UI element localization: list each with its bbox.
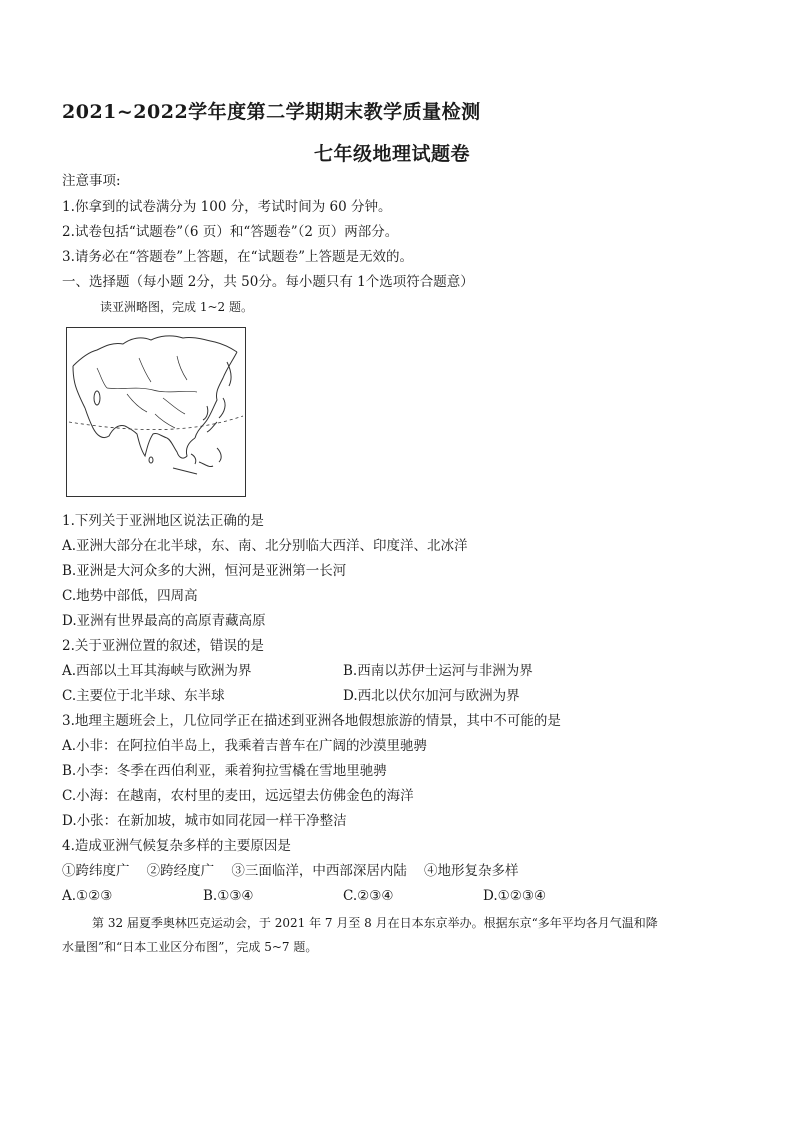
passage-line-2: 水量图”和“日本工业区分布图”，完成 5~7 题。 [62, 940, 318, 954]
note-item-1: 1.你拿到的试卷满分为 100 分，考试时间为 60 分钟。 [62, 199, 392, 215]
note-item-3: 3.请务必在“答题卷”上答题，在“试题卷”上答题是无效的。 [62, 249, 413, 265]
q4-choices: ①跨纬度广 ②跨经度广 ③三面临洋，中西部深居内陆 ④地形复杂多样 [62, 863, 519, 879]
q3-option-b: B.小李：冬季在西伯利亚，乘着狗拉雪橇在雪地里驰骋 [62, 763, 387, 779]
q4-option-a: A.①②③ [62, 888, 113, 904]
q2-option-d: D.西北以伏尔加河与欧洲为界 [343, 688, 520, 704]
q4-option-c: C.②③④ [343, 888, 394, 904]
map-intro: 读亚洲略图，完成 1~2 题。 [100, 300, 253, 314]
q1-stem: 1.下列关于亚洲地区说法正确的是 [62, 513, 264, 529]
q2-stem: 2.关于亚洲位置的叙述，错误的是 [62, 638, 264, 654]
q1-option-c: C.地势中部低，四周高 [62, 588, 198, 604]
note-item-2: 2.试卷包括“试题卷”（6 页）和“答题卷”（2 页）两部分。 [62, 224, 399, 240]
q1-option-d: D.亚洲有世界最高的高原青藏高原 [62, 613, 266, 629]
q3-option-a: A.小非：在阿拉伯半岛上，我乘着吉普车在广阔的沙漠里驰骋 [62, 738, 428, 754]
q4-option-d: D.①②③④ [483, 888, 547, 904]
q2-option-a: A.西部以土耳其海峡与欧洲为界 [62, 663, 252, 679]
q2-option-b: B.西南以苏伊士运河与非洲为界 [343, 663, 533, 679]
q4-option-b: B.①③④ [203, 888, 254, 904]
q1-option-b: B.亚洲是大河众多的大洲，恒河是亚洲第一长河 [62, 563, 347, 579]
q3-option-c: C.小海：在越南，农村里的麦田，远远望去仿佛金色的海洋 [62, 788, 414, 804]
exam-subtitle: 七年级地理试题卷 [314, 143, 471, 165]
q3-option-d: D.小张：在新加坡，城市如同花园一样干净整洁 [62, 813, 347, 829]
asia-map [66, 327, 246, 497]
q1-option-a: A.亚洲大部分在北半球，东、南、北分别临大西洋、印度洋、北冰洋 [62, 538, 468, 554]
section-heading: 一、选择题（每小题 2分，共 50分。每小题只有 1个选项符合题意） [62, 274, 474, 290]
exam-title: 2021~2022学年度第二学期期末教学质量检测 [62, 101, 481, 123]
q3-stem: 3.地理主题班会上，几位同学正在描述到亚洲各地假想旅游的情景，其中不可能的是 [62, 713, 561, 729]
asia-map-drawing [67, 328, 244, 495]
notes-heading: 注意事项: [62, 173, 121, 189]
q4-stem: 4.造成亚洲气候复杂多样的主要原因是 [62, 838, 291, 854]
q2-option-c: C.主要位于北半球、东半球 [62, 688, 225, 704]
passage-line-1: 第 32 届夏季奥林匹克运动会，于 2021 年 7 月至 8 月在日本东京举办。根据东京“多年平均各月气温和降 [92, 916, 658, 930]
